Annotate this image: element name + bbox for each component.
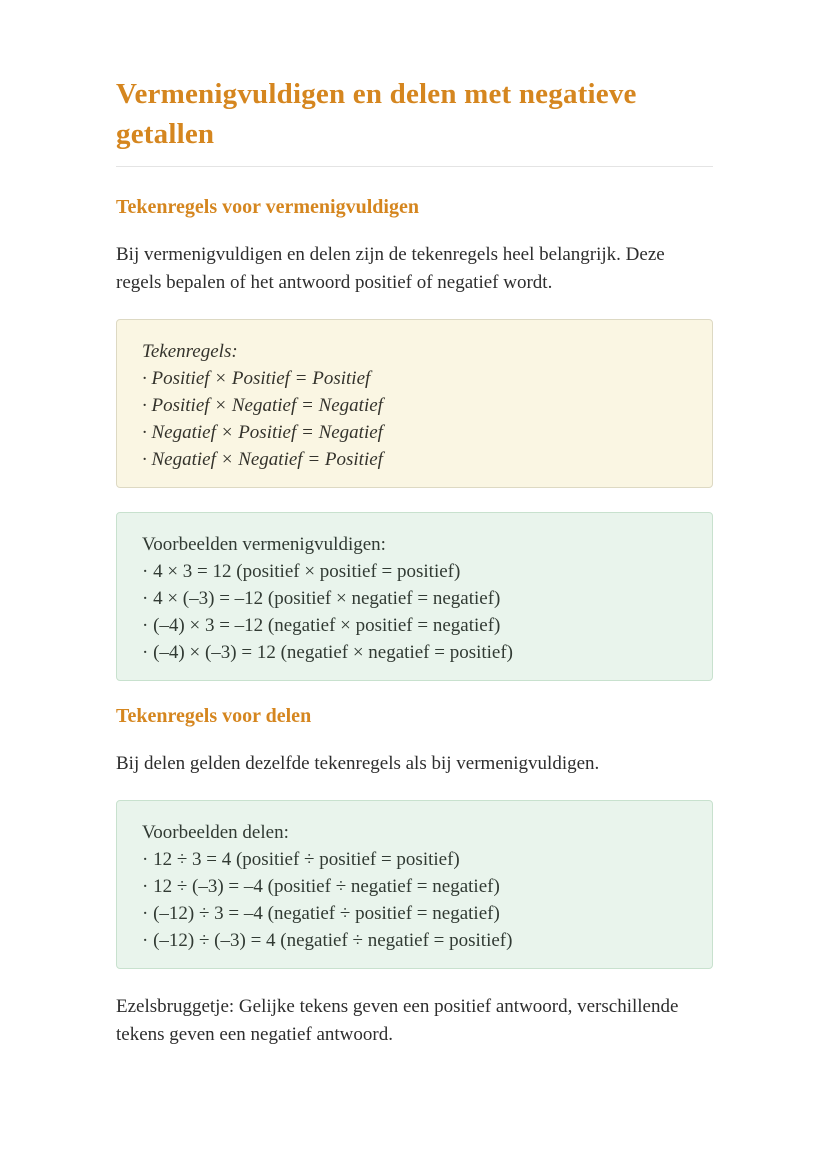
document-page: [116, 0, 713, 1049]
section-vermenigvuldigen: [116, 196, 713, 681]
example-item: · (–12) ÷ 3 = –4 (negatief ÷ positief = negatief): [142, 903, 500, 924]
examples-box-title: Voorbeelden vermenigvuldigen:: [142, 534, 386, 555]
rules-box: [116, 319, 713, 488]
example-item: · 12 ÷ (–3) = –4 (positief ÷ negatief = negatief): [142, 876, 500, 897]
title-divider: [116, 166, 713, 167]
rule-item: · Negatief × Negatief = Positief: [142, 449, 383, 470]
examples-box-title: Voorbeelden delen:: [142, 822, 289, 843]
example-item: · (–4) × 3 = –12 (negatief × positief = negatief): [142, 615, 501, 636]
section-heading-delen: Tekenregels voor delen: [116, 705, 312, 727]
mnemonic-note: Ezelsbruggetje: Gelijke tekens geven een positief antwoord, verschillende tekens geven een negatief antwoord.: [116, 996, 679, 1045]
example-item: · 12 ÷ 3 = 4 (positief ÷ positief = positief): [142, 849, 460, 870]
example-item: · 4 × 3 = 12 (positief × positief = positief): [142, 561, 461, 582]
rule-item: · Positief × Negatief = Negatief: [142, 395, 383, 416]
examples-box-vermenigvuldigen: [116, 512, 713, 681]
page-title: Vermenigvuldigen en delen met negatieve getallen: [116, 78, 637, 150]
section-delen: [116, 705, 713, 969]
examples-box-delen: [116, 800, 713, 969]
example-item: · (–12) ÷ (–3) = 4 (negatief ÷ negatief = positief): [142, 930, 513, 951]
rule-item: · Positief × Positief = Positief: [142, 368, 371, 389]
section-intro-vermenigvuldigen: Bij vermenigvuldigen en delen zijn de tekenregels heel belangrijk. Deze regels bepalen of het antwoord positief of negatief wordt.: [116, 244, 665, 293]
rule-item: · Negatief × Positief = Negatief: [142, 422, 383, 443]
example-item: · (–4) × (–3) = 12 (negatief × negatief = positief): [142, 642, 514, 663]
rules-box-title: Tekenregels:: [142, 341, 238, 362]
section-intro-delen: Bij delen gelden dezelfde tekenregels als bij vermenigvuldigen.: [116, 753, 600, 774]
example-item: · 4 × (–3) = –12 (positief × negatief = negatief): [142, 588, 501, 609]
section-heading-vermenigvuldigen: Tekenregels voor vermenigvuldigen: [116, 196, 419, 218]
